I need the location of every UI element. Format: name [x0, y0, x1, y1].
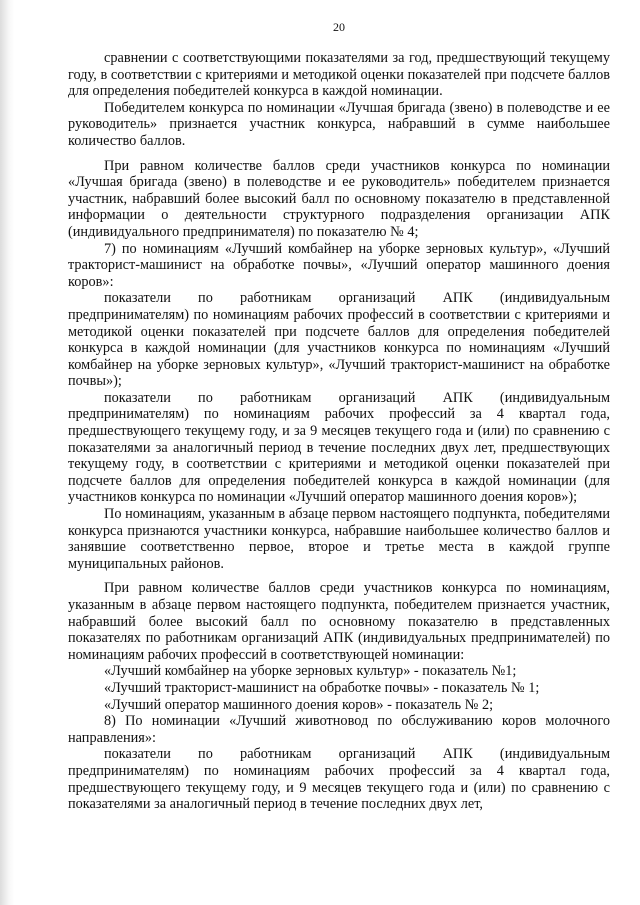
list-item-3: «Лучший оператор машинного доения коров» - показатель № 2; [104, 696, 494, 713]
paragraph-8: При равном количестве баллов среди участников конкурса по номинациям, указанным в абзаце первом настоящего подпункта, победителем признается участник, набравший более высокий балл по основному показателю в представленных показателях по работникам организаций АПК (индивидуальных предпринимателей) по номинациям рабочих профессий в соответствующей номинации: [68, 580, 610, 663]
page-number: 20 [333, 20, 345, 34]
paragraph-7: По номинациям, указанным в абзаце первом настоящего подпункта, победителями конкурса признаются участники конкурса, набравшие наибольшее количество баллов и занявшие соответственно первое, второе и третье места в каждой группе муниципальных районов. [68, 506, 610, 572]
paragraph-2: Победителем конкурса по номинации «Лучшая бригада (звено) в полеводстве и ее руководитель» признается участник конкурса, набравший в сумме наибольшее количество баллов. [68, 99, 610, 149]
paragraph-4: 7) по номинациям «Лучший комбайнер на уборке зерновых культур», «Лучший тракторист-машинист на обработке почвы», «Лучший оператор машинного доения коров»: [68, 240, 610, 290]
paragraph-5: показатели по работникам организаций АПК (индивидуальным предпринимателям) по номинациям рабочих профессий в соответствии с критериями и методикой оценки показателей при подсчете баллов для определения победителей конкурса в каждой номинации (для участников конкурса по номинациям «Лучший комбайнер на уборке зерновых культур», «Лучший тракторист-машинист на обработке почвы»); [68, 290, 610, 390]
paragraph-3: При равном количестве баллов среди участников конкурса по номинации «Лучшая бригада (звено) в полеводстве и ее руководитель» победителем признается участник, набравший более высокий балл по основному показателю в представленной информации о деятельности структурного подразделения организации АПК (индивидуального предпринимателя) по показателю № 4; [68, 157, 610, 240]
list-item-2: «Лучший тракторист-машинист на обработке почвы» - показатель № 1; [104, 679, 540, 696]
list-item-1: «Лучший комбайнер на уборке зерновых культур» - показатель №1; [104, 663, 517, 680]
paragraph-10: показатели по работникам организаций АПК (индивидуальным предпринимателям) по номинациям рабочих профессий за 4 квартал года, предшествующего текущему году, и 9 месяцев текущего года и (или) по сравнению с показателями за аналогичный период в течение последних двух лет, [68, 746, 610, 813]
document-body [68, 50, 610, 813]
paragraph-6: показатели по работникам организаций АПК (индивидуальным предпринимателям) по номинациям рабочих профессий за 4 квартал года, предшествующего текущему году, и за 9 месяцев текущего года и (или) по сравнению с показателями за аналогичный период в течение последних двух лет, предшествующих текущему году, в соответствии с критериями и методикой оценки показателей при подсчете баллов для определения победителей конкурса в каждой номинации (для участников конкурса по номинации «Лучший оператор машинного доения коров»); [68, 389, 610, 506]
scan-edge-shadow [0, 0, 14, 905]
paragraph-9: 8) По номинации «Лучший животновод по обслуживанию коров молочного направления»: [68, 713, 610, 746]
paragraph-1: сравнении с соответствующими показателями за год, предшествующий текущему году, в соответствии с критериями и методикой оценки показателей при подсчете баллов для определения победителей конкурса в каждой номинации. [68, 50, 610, 100]
